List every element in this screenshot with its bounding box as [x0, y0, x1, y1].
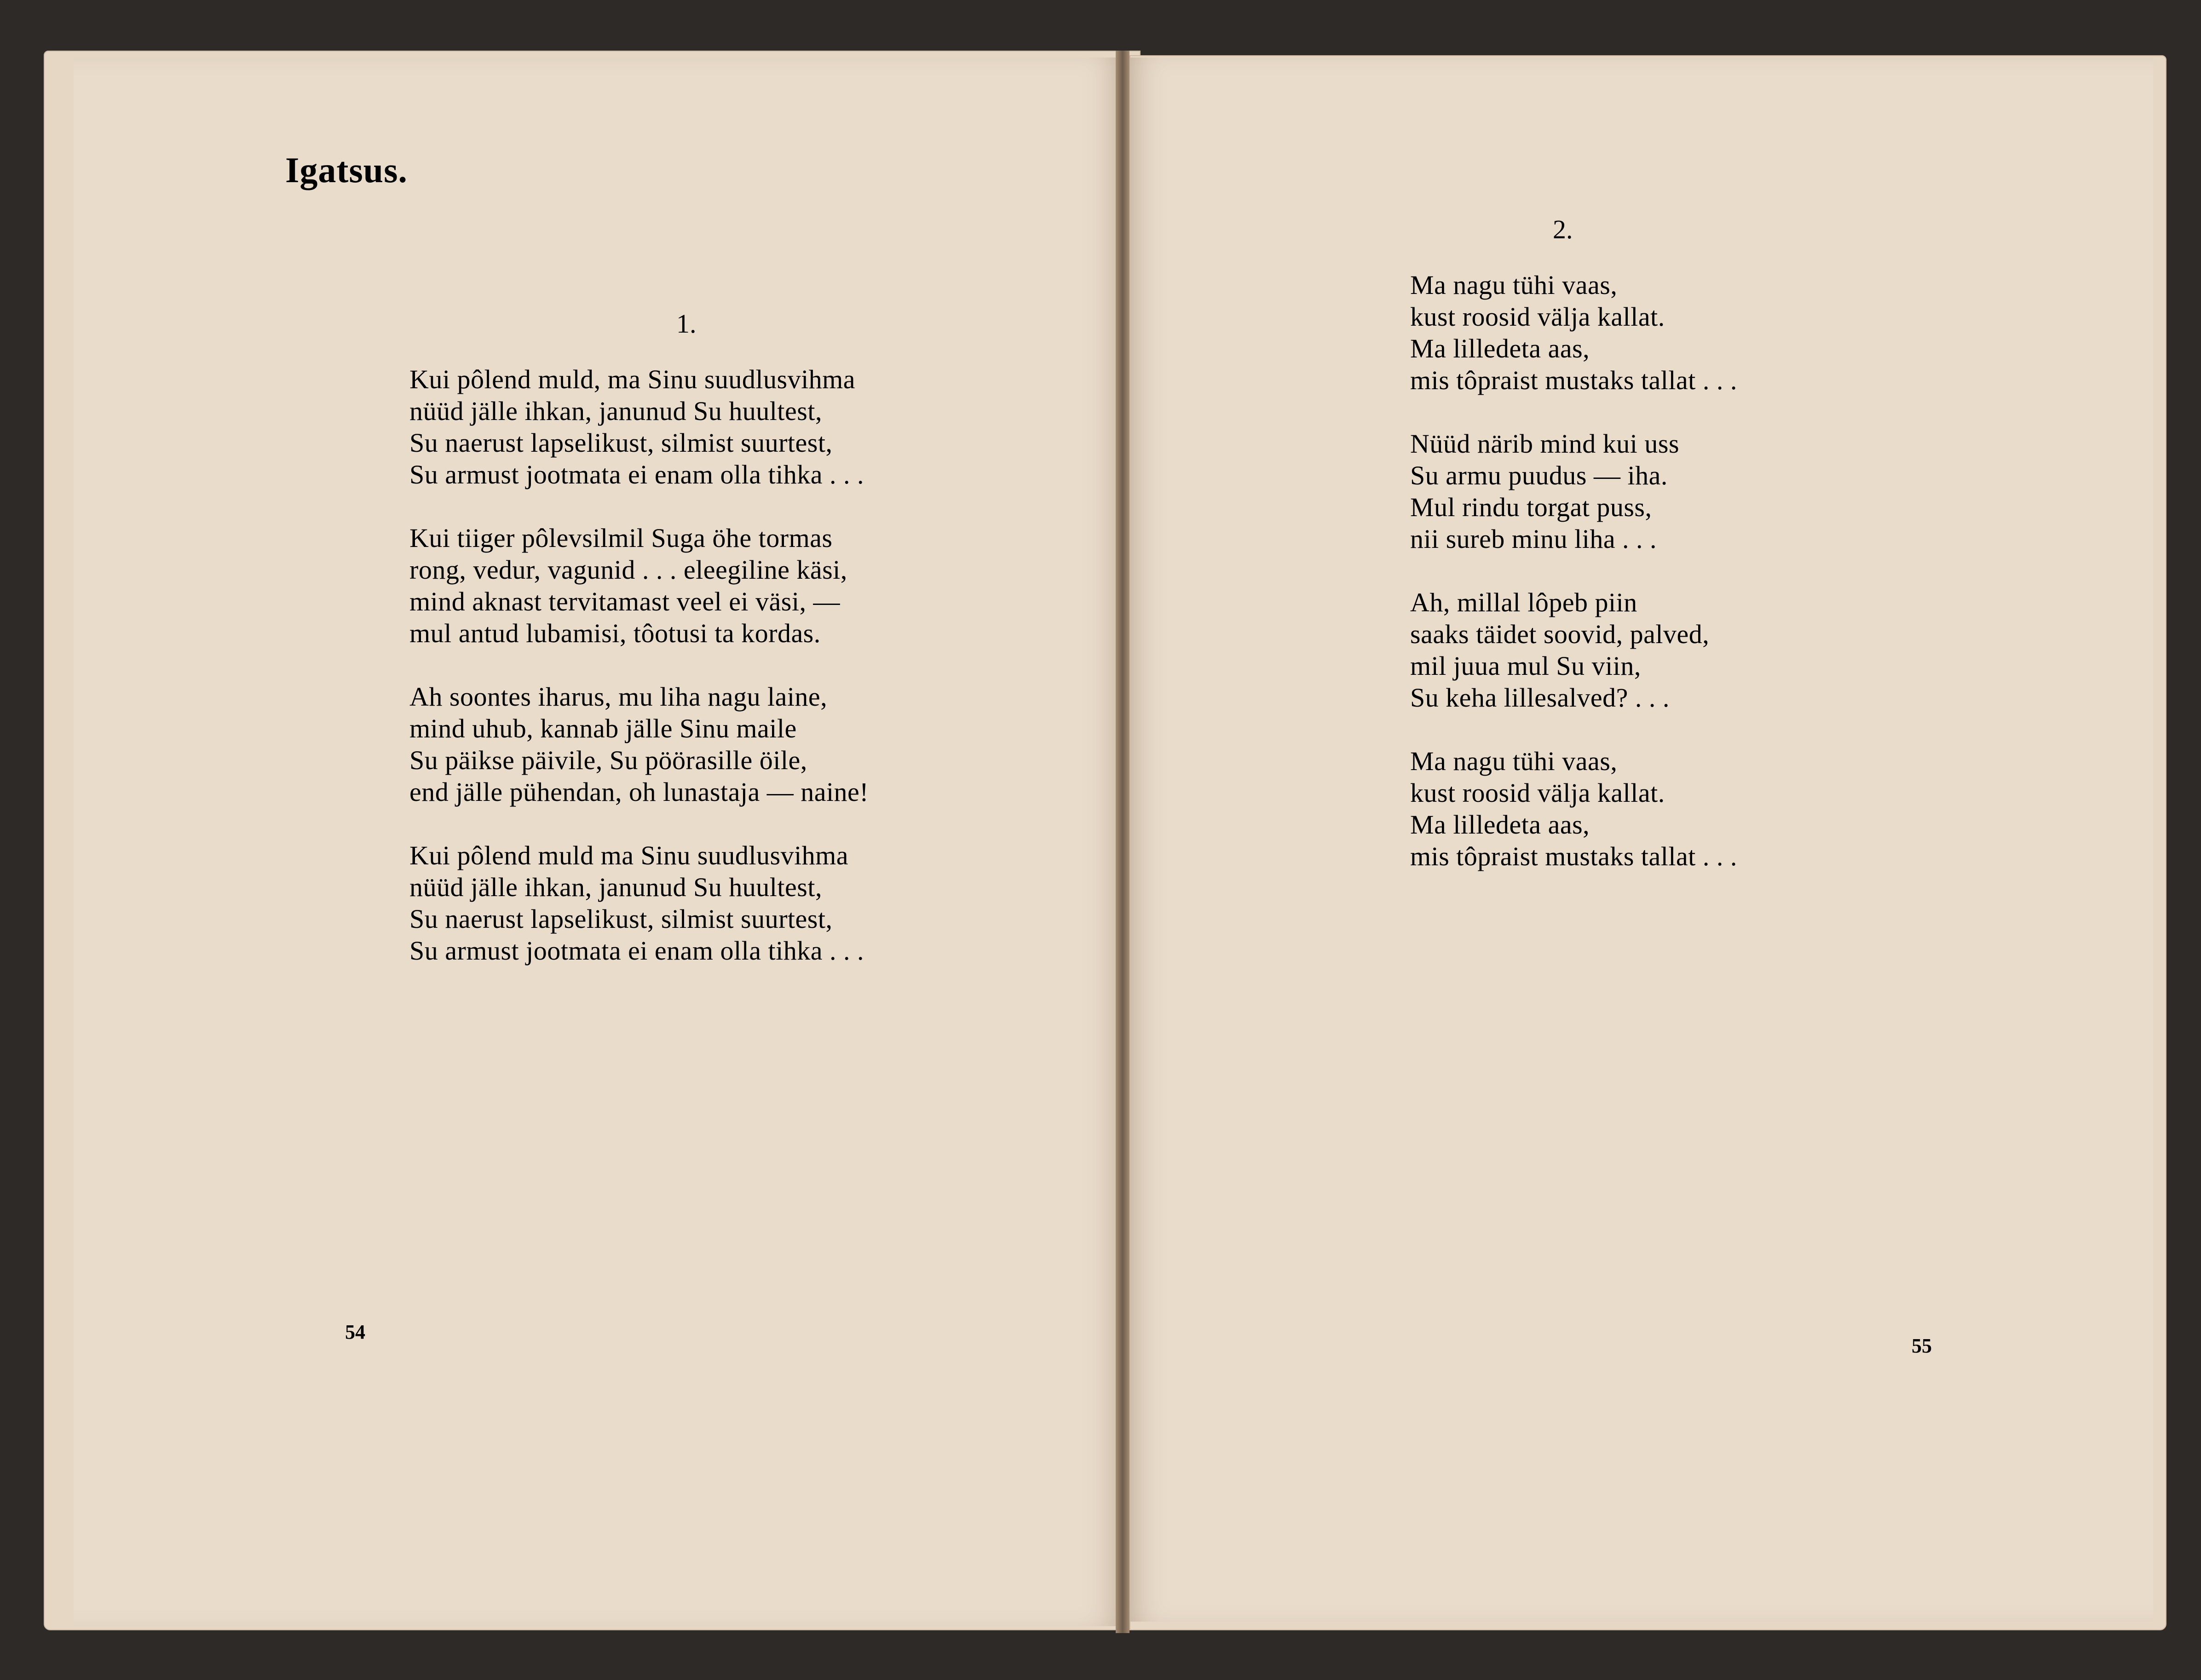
section-number-1: 1. — [676, 309, 697, 339]
stanza — [409, 681, 869, 808]
verse-line: saaks täidet soovid, palved, — [1410, 619, 1710, 649]
section-number-2: 2. — [1553, 214, 1573, 244]
verse-line: mul antud lubamisi, tôotusi ta kordas. — [409, 618, 821, 648]
verse-line: nüüd jälle ihkan, janunud Su huultest, — [409, 396, 822, 426]
verse-line: Su naerust lapselikust, silmist suurtest, — [409, 428, 833, 458]
verse-line: Ma nagu tühi vaas, — [1410, 746, 1618, 776]
verse-line: Su päikse päivile, Su pöörasille öile, — [409, 745, 807, 775]
poem-section-2 — [1410, 269, 1737, 904]
verse-line: Su naerust lapselikust, silmist suurtest, — [409, 904, 833, 934]
verse-line: Su armust jootmata ei enam olla tihka . . . — [409, 460, 864, 489]
stanza — [409, 840, 869, 967]
verse-line: Ah soontes iharus, mu liha nagu laine, — [409, 682, 828, 712]
book-gutter — [1116, 51, 1129, 1633]
verse-line: nüüd jälle ihkan, janunud Su huultest, — [409, 872, 822, 902]
stanza — [1410, 428, 1737, 555]
stanza — [409, 363, 869, 490]
verse-line: Kui pôlend muld, ma Sinu suudlusvihma — [409, 364, 856, 394]
verse-line: Ma lilledeta aas, — [1410, 810, 1590, 840]
verse-line: mind aknast tervitamast veel ei väsi, — — [409, 587, 840, 616]
stanza — [1410, 587, 1737, 713]
verse-line: mis tôpraist mustaks tallat . . . — [1410, 841, 1737, 871]
verse-line: Su armust jootmata ei enam olla tihka . . . — [409, 936, 864, 966]
verse-line: Kui tiiger pôlevsilmil Suga öhe tormas — [409, 523, 833, 553]
verse-line: Kui pôlend muld ma Sinu suudlusvihma — [409, 840, 849, 870]
verse-line: nii sureb minu liha . . . — [1410, 524, 1657, 554]
verse-line: end jälle pühendan, oh lunastaja — naine! — [409, 777, 869, 807]
verse-line: Ma nagu tühi vaas, — [1410, 270, 1618, 300]
stanza — [1410, 745, 1737, 872]
verse-line: mind uhub, kannab jälle Sinu maile — [409, 713, 797, 743]
verse-line: rong, vedur, vagunid . . . eleegiline käsi, — [409, 555, 847, 585]
verse-line: mil juua mul Su viin, — [1410, 651, 1641, 681]
verse-line: kust roosid välja kallat. — [1410, 778, 1665, 808]
poem-title: Igatsus. — [285, 150, 408, 190]
page-number-left: 54 — [345, 1321, 365, 1343]
verse-line: Mul rindu torgat puss, — [1410, 492, 1652, 522]
page-number-right: 55 — [1912, 1335, 1932, 1357]
verse-line: Nüüd närib mind kui uss — [1410, 429, 1680, 459]
stanza — [409, 522, 869, 649]
verse-line: kust roosid välja kallat. — [1410, 302, 1665, 332]
verse-line: Su armu puudus — iha. — [1410, 460, 1668, 490]
stanza — [1410, 269, 1737, 396]
verse-line: Ma lilledeta aas, — [1410, 334, 1590, 363]
verse-line: Su keha lillesalved? . . . — [1410, 683, 1670, 713]
verse-line: Ah, millal lôpeb piin — [1410, 587, 1637, 617]
verse-line: mis tôpraist mustaks tallat . . . — [1410, 365, 1737, 395]
poem-section-1 — [409, 363, 869, 998]
